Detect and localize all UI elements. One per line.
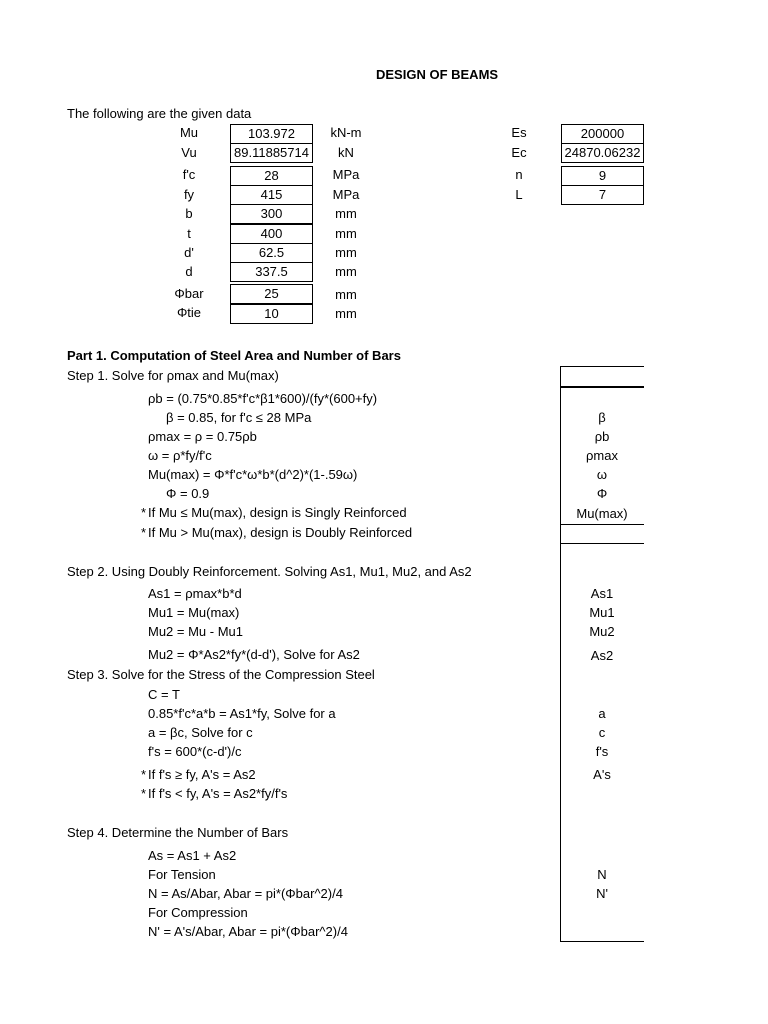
result-label: Mu(max) — [576, 506, 628, 521]
formula-line: f's = 600*(c-d')/c — [148, 744, 242, 759]
given-label: d — [185, 264, 193, 279]
results-divider — [560, 543, 644, 544]
result-label: N' — [596, 886, 608, 901]
condition-line: If Mu ≤ Mu(max), design is Singly Reinforced — [148, 505, 407, 520]
part1-heading: Part 1. Computation of Steel Area and Number of Bars — [67, 348, 401, 363]
formula-line: N = As/Abar, Abar = pi*(Φbar^2)/4 — [148, 886, 343, 901]
bullet-marker: * — [141, 786, 147, 801]
formula-line: Mu1 = Mu(max) — [148, 605, 240, 620]
result-label: N — [597, 867, 607, 882]
condition-line: If Mu > Mu(max), design is Doubly Reinforced — [148, 525, 413, 540]
formula-line: ρb = (0.75*0.85*f'c*β1*600)/(fy*(600+fy) — [148, 391, 378, 406]
given-label: Φbar — [174, 286, 204, 301]
results-bottom-border — [560, 941, 644, 942]
given-value-cell: 25 — [230, 284, 313, 304]
given-unit: MPa — [332, 167, 360, 182]
result-label: ω — [596, 467, 608, 482]
given-unit: mm — [335, 287, 357, 302]
given-value-cell: 9 — [561, 166, 644, 186]
given-label: n — [515, 167, 523, 182]
results-header-top-border — [560, 366, 644, 367]
step2-title: Step 2. Using Doubly Reinforcement. Solving As1, Mu1, Mu2, and As2 — [67, 564, 472, 579]
given-label: d' — [184, 245, 194, 260]
given-unit: mm — [335, 245, 357, 260]
bullet-marker: * — [141, 525, 147, 540]
result-label: a — [598, 706, 606, 721]
bullet-marker: * — [141, 505, 147, 520]
given-label: Mu — [179, 125, 199, 140]
given-unit: kN — [338, 145, 354, 160]
formula-line: As1 = ρmax*b*d — [148, 586, 242, 601]
formula-line: β = 0.85, for f'c ≤ 28 MPa — [166, 410, 312, 425]
formula-line: ω = ρ*fy/f'c — [148, 448, 212, 463]
formula-line: ρmax = ρ = 0.75ρb — [148, 429, 257, 444]
result-label: β — [598, 410, 606, 425]
condition-line: If f's ≥ fy, A's = As2 — [148, 767, 256, 782]
given-value-cell: 103.972 — [230, 124, 313, 144]
given-label: Ec — [511, 145, 527, 160]
result-label: c — [598, 725, 606, 740]
results-header-bottom-border — [560, 386, 644, 388]
given-value-cell: 89.11885714 — [230, 143, 313, 163]
given-value-cell: 415 — [230, 185, 313, 205]
given-value-cell: 28 — [230, 166, 313, 186]
given-unit: mm — [335, 226, 357, 241]
given-value-cell: 300 — [230, 204, 313, 224]
result-label: As1 — [590, 586, 614, 601]
page-title: DESIGN OF BEAMS — [376, 67, 499, 82]
given-unit: mm — [335, 306, 357, 321]
given-value-cell: 337.5 — [230, 262, 313, 282]
given-label: t — [187, 226, 191, 241]
result-label: Φ — [596, 486, 608, 501]
step1-title: Step 1. Solve for ρmax and Mu(max) — [67, 368, 279, 383]
result-label: f's — [595, 744, 609, 759]
result-label: Mu2 — [589, 624, 615, 639]
given-label: b — [185, 206, 193, 221]
formula-line: Φ = 0.9 — [166, 486, 210, 501]
given-unit: MPa — [332, 187, 360, 202]
step3-title: Step 3. Solve for the Stress of the Compression Steel — [67, 667, 375, 682]
intro-text: The following are the given data — [67, 106, 252, 121]
result-label: As2 — [590, 648, 614, 663]
given-unit: mm — [335, 264, 357, 279]
formula-line: a = βc, Solve for c — [148, 725, 253, 740]
formula-line: Mu2 = Mu - Mu1 — [148, 624, 244, 639]
given-label: Es — [511, 125, 527, 140]
formula-line: Mu2 = Φ*As2*fy*(d-d'), Solve for As2 — [148, 647, 360, 662]
formula-line: 0.85*f'c*a*b = As1*fy, Solve for a — [148, 706, 336, 721]
given-unit: mm — [335, 206, 357, 221]
formula-line: Mu(max) = Φ*f'c*ω*b*(d^2)*(1-.59ω) — [148, 467, 358, 482]
condition-line: If f's < fy, A's = As2*fy/f's — [148, 786, 288, 801]
given-label: Φtie — [176, 305, 202, 320]
formula-line: C = T — [148, 687, 180, 702]
given-value-cell: 400 — [230, 224, 313, 244]
given-value-cell: 24870.06232 — [561, 143, 644, 163]
given-label: fy — [183, 187, 195, 202]
given-value-cell: 7 — [561, 185, 644, 205]
given-label: f'c — [182, 167, 196, 182]
step4-title: Step 4. Determine the Number of Bars — [67, 825, 289, 840]
bullet-marker: * — [141, 767, 147, 782]
results-divider — [560, 524, 644, 525]
result-label: A's — [593, 767, 611, 782]
result-label: Mu1 — [589, 605, 615, 620]
given-value-cell: 10 — [230, 304, 313, 324]
formula-line: As = As1 + As2 — [148, 848, 237, 863]
given-value-cell: 200000 — [561, 124, 644, 144]
given-value-cell: 62.5 — [230, 243, 313, 263]
formula-line: For Tension — [148, 867, 216, 882]
formula-line: N' = A's/Abar, Abar = pi*(Φbar^2)/4 — [148, 924, 348, 939]
results-column-border — [560, 366, 561, 942]
given-label: Vu — [181, 145, 197, 160]
result-label: ρb — [594, 429, 610, 444]
result-label: ρmax — [586, 448, 618, 463]
given-label: L — [515, 187, 523, 202]
given-unit: kN-m — [330, 125, 362, 140]
formula-line: For Compression — [148, 905, 248, 920]
